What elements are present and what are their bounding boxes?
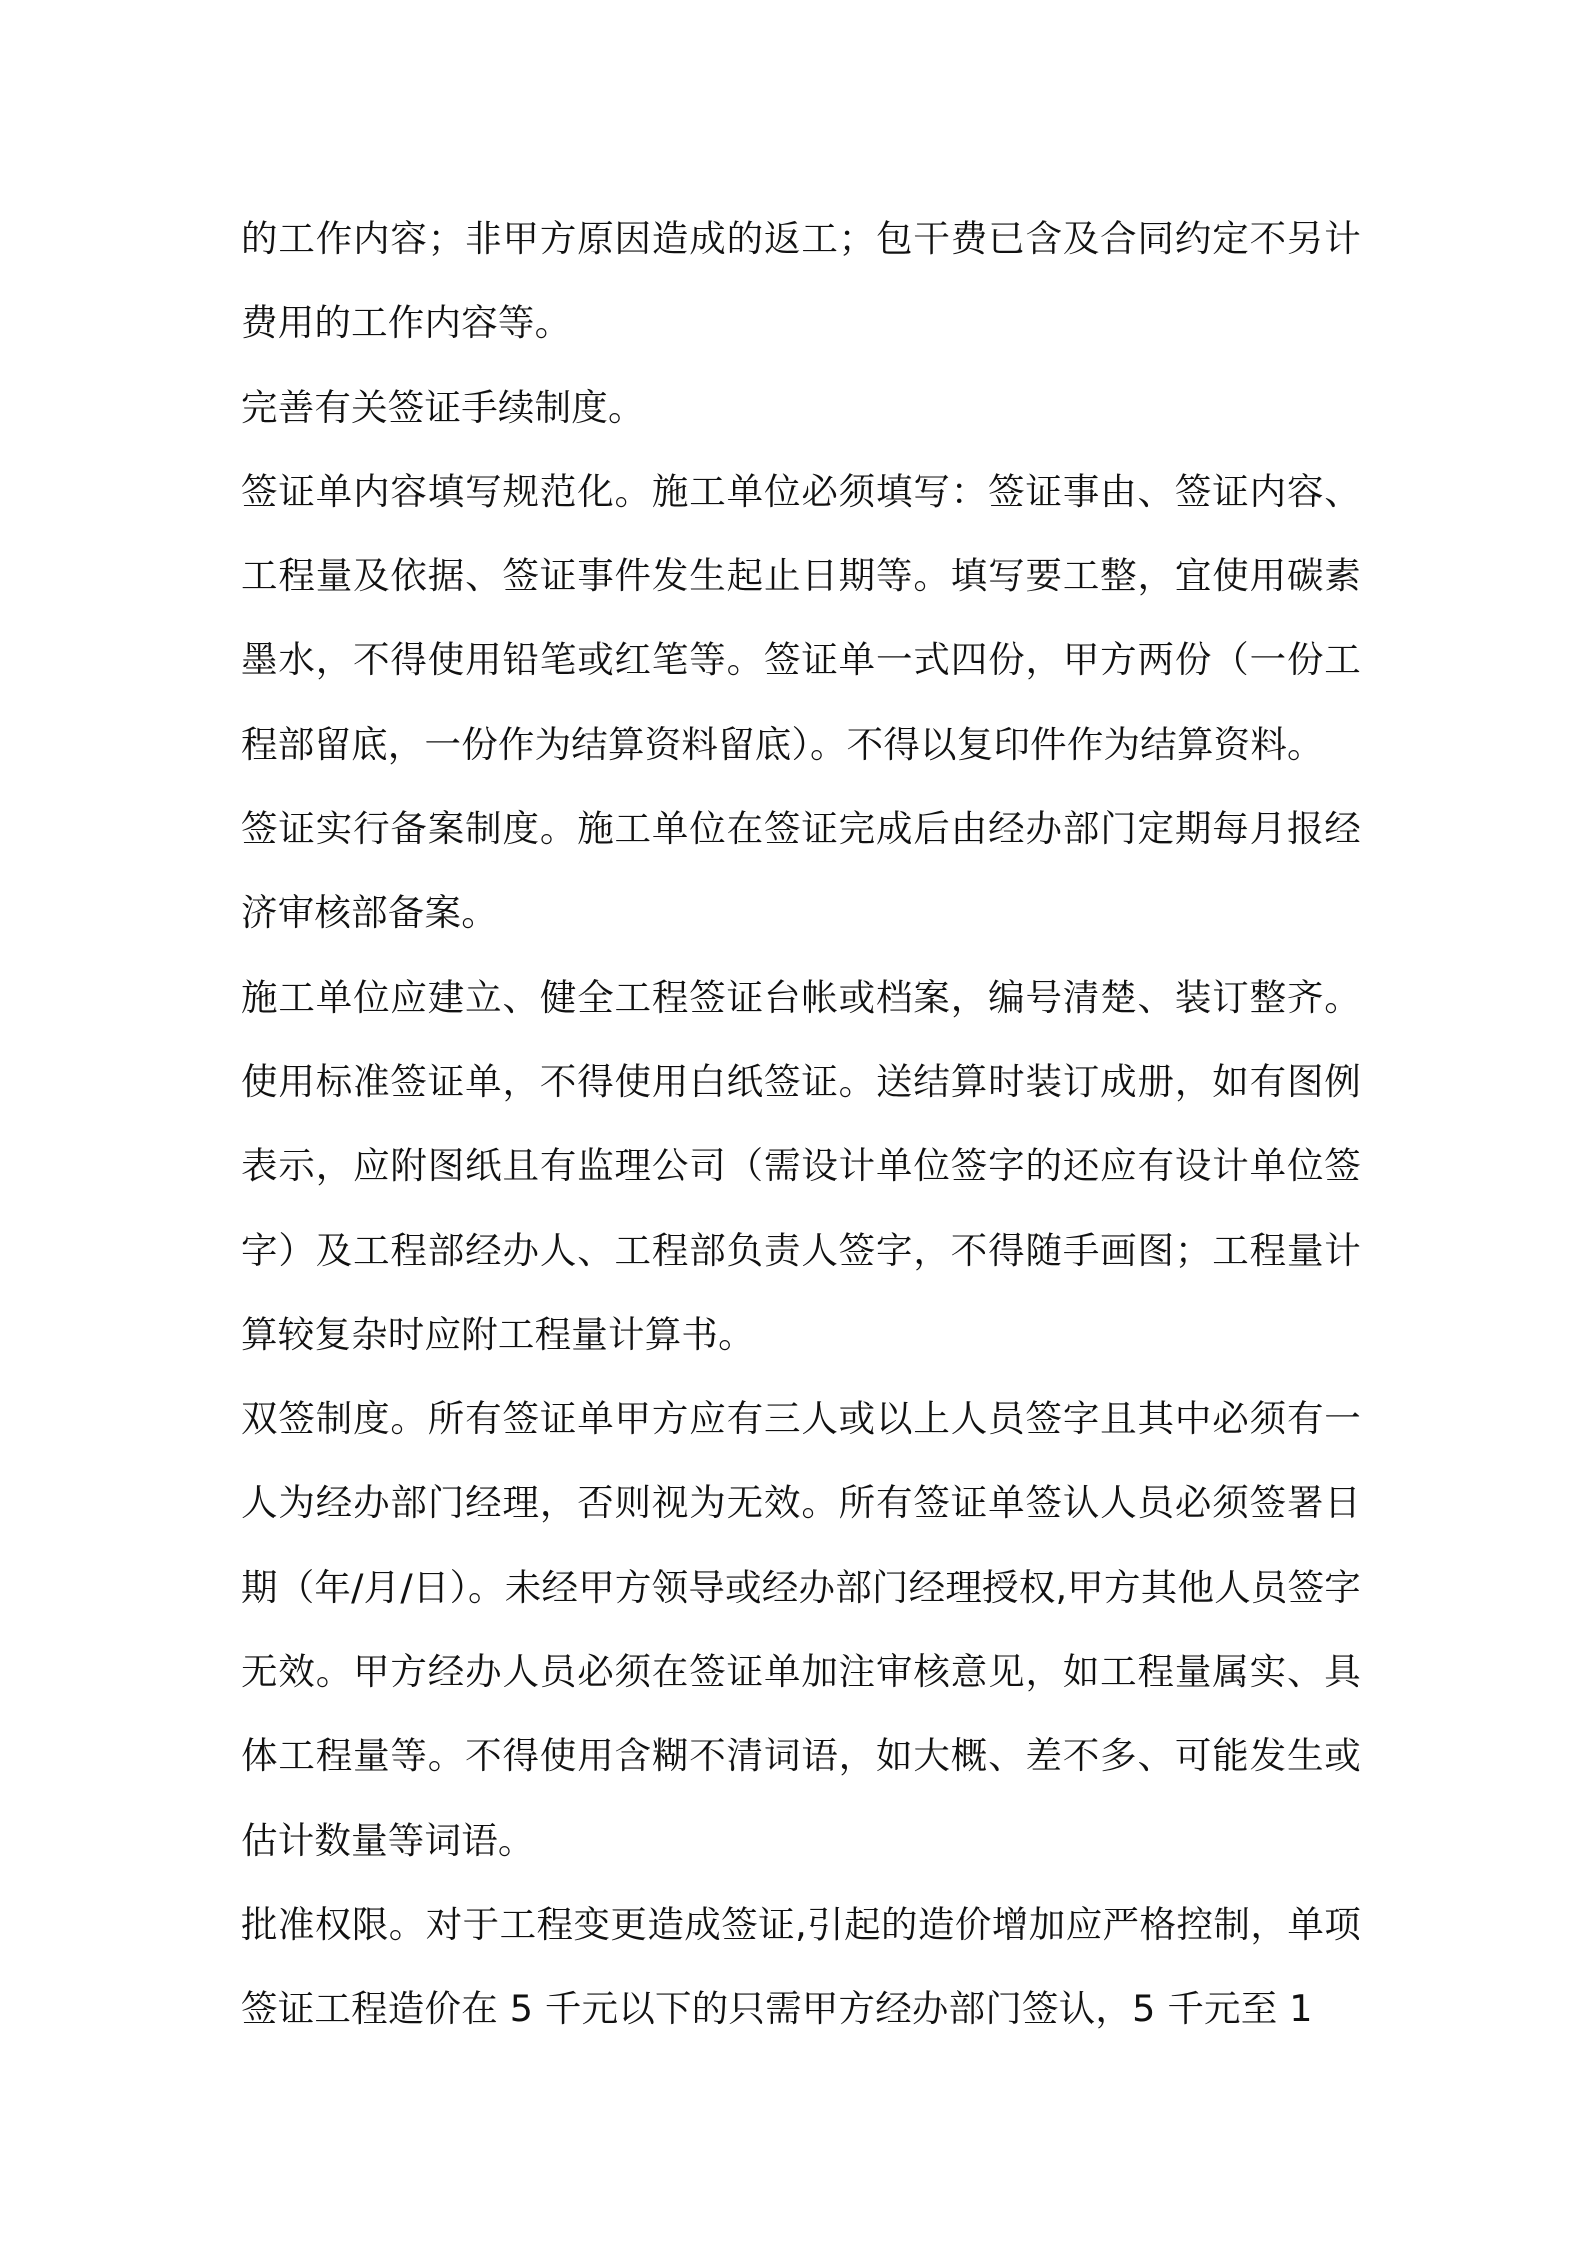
paragraph-visa-filing-system: 签证实行备案制度。施工单位在签证完成后由经办部门定期每月报经济审核部备案。 [241,807,1361,935]
paragraph-visa-form-standards: 签证单内容填写规范化。施工单位必须填写：签证事由、签证内容、工程量及依据、签证事件发生起止日期等。填写要工整，宜使用碳素墨水，不得使用铅笔或红笔等。签证单一式四份，甲方两份（一份工程部留底，一份作为结算资料留底）。不得以复印件作为结算资料。 [241,469,1361,766]
paragraph-work-content-exclusions: 的工作内容；非甲方原因造成的返工；包干费已含及合同约定不另计费用的工作内容等。 [241,217,1361,345]
paragraph-visa-procedure-heading: 完善有关签证手续制度。 [241,385,645,429]
document-body [241,197,1361,2052]
paragraph-approval-authority: 批准权限。对于工程变更造成签证,引起的造价增加应严格控制，单项签证工程造价在 5 千元以下的只需甲方经办部门签认，5 千元至 1 [241,1902,1361,2031]
paragraph-dual-signature-system: 双签制度。所有签证单甲方应有三人或以上人员签字且其中必须有一人为经办部门经理，否则视为无效。所有签证单签认人员必须签署日期（年/月/日）。未经甲方领导或经办部门经理授权,甲方其他人员签字无效。甲方经办人员必须在签证单加注审核意见，如工程量属实、具体工程量等。不得使用含糊不清词语，如大概、差不多、可能发生或估计数量等词语。 [241,1397,1361,1862]
paragraph-visa-ledger-archive: 施工单位应建立、健全工程签证台帐或档案，编号清楚、装订整齐。使用标准签证单，不得使用白纸签证。送结算时装订成册，如有图例表示，应附图纸且有监理公司（需设计单位签字的还应有设计单位签字）及工程部经办人、工程部负责人签字，不得随手画图；工程量计算较复杂时应附工程量计算书。 [241,975,1361,1356]
